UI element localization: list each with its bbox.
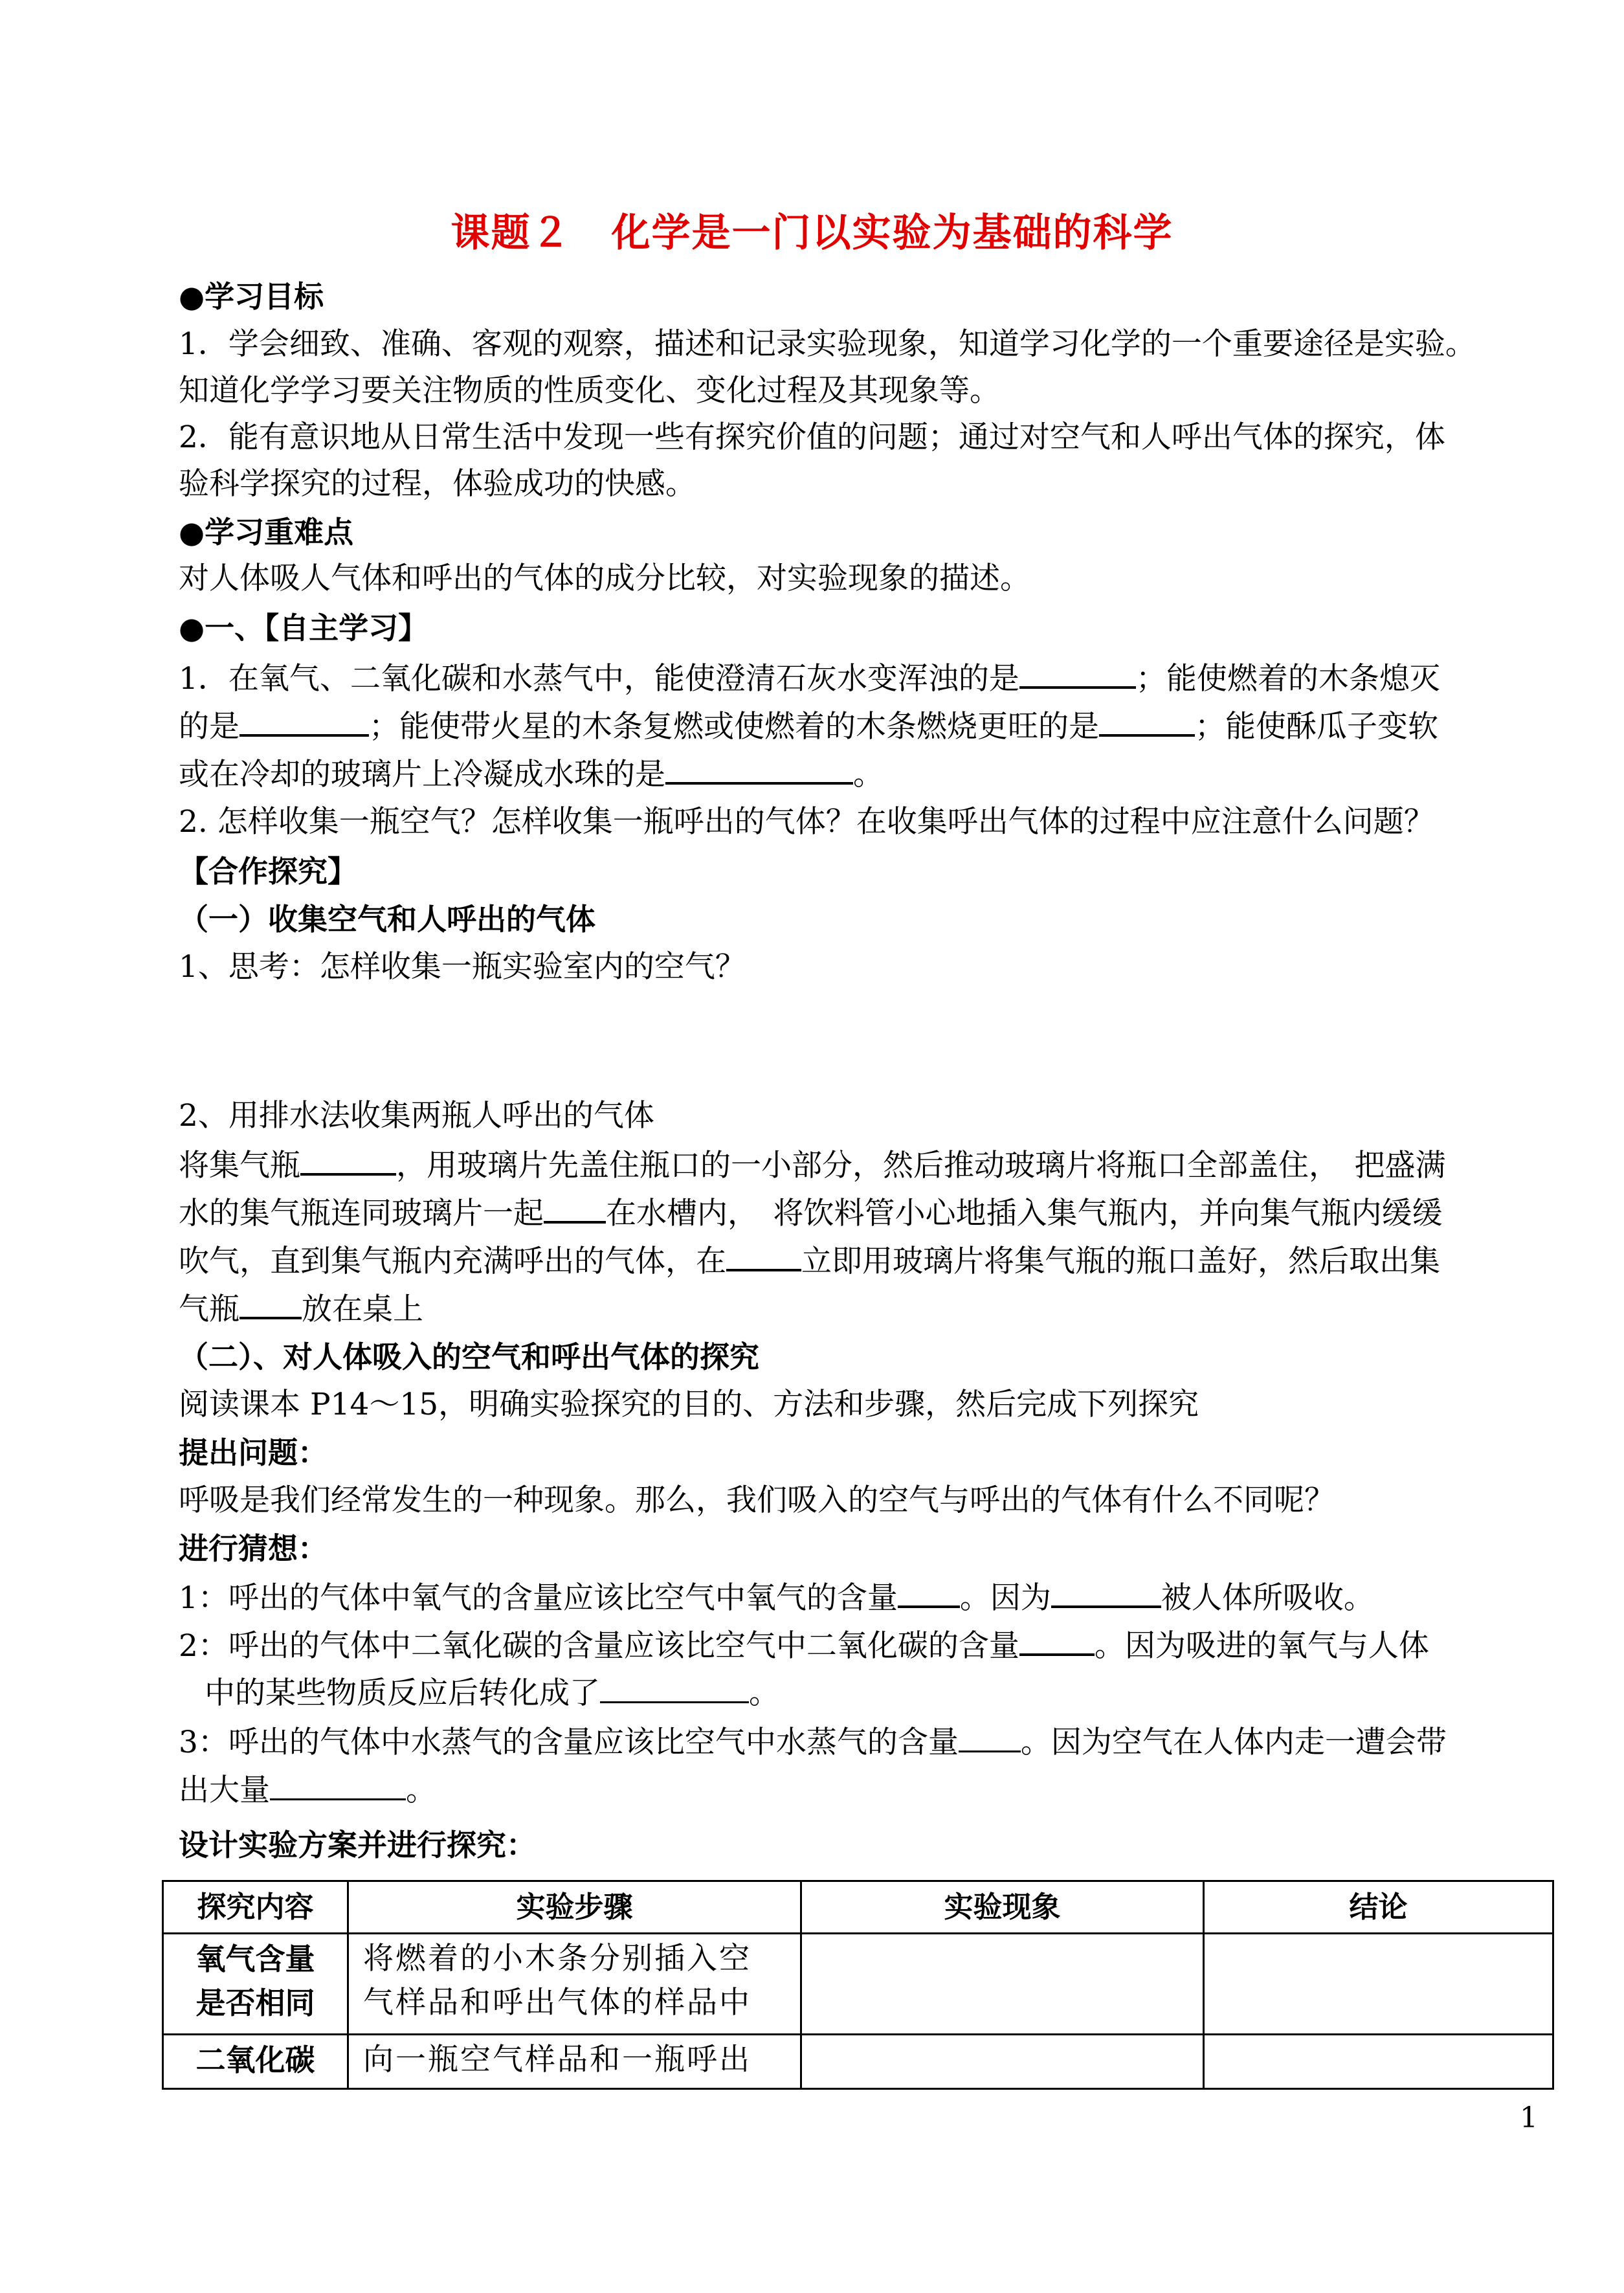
read-instruction: 阅读课本 P14～15，明确实验探究的目的、方法和步骤，然后完成下列探究 <box>179 1387 1199 1422</box>
guess-text: 。因为空气在人体内走一遭会带 <box>1020 1725 1447 1760</box>
q2-line: 2. 怎样收集一瓶空气？怎样收集一瓶呼出的气体？在收集呼出气体的过程中应注意什么问题？ <box>179 804 1434 840</box>
cell-text: 氧气含量 <box>195 1941 315 1976</box>
guess-text: 1：呼出的气体中氧气的含量应该比空气中氧气的含量 <box>179 1580 898 1616</box>
coop-heading: 【合作探究】 <box>179 854 357 889</box>
guess-text: 2：呼出的气体中二氧化碳的含量应该比空气中二氧化碳的含量 <box>179 1628 1019 1664</box>
collect-line-4 <box>179 1288 1544 1329</box>
q1-line-1 <box>179 658 1544 699</box>
answer-blank[interactable] <box>959 1722 1021 1752</box>
collect-line-1 <box>179 1145 1544 1185</box>
table-cell-observation[interactable] <box>801 2035 1204 2089</box>
self-study-heading: ●一、【自主学习】 <box>179 610 428 645</box>
q1-text-g: 。 <box>853 757 884 792</box>
design-heading: 设计实验方案并进行探究： <box>179 1828 536 1862</box>
collect-text: 在水槽内， 将饮料管小心地插入集气瓶内，并向集气瓶内缓缓 <box>606 1196 1443 1231</box>
q1-text-f: 或在冷却的玻璃片上冷凝成水珠的是 <box>179 757 665 792</box>
collect-text: 吹气，直到集气瓶内充满呼出的气体，在 <box>179 1244 726 1279</box>
guess-heading: 进行猜想： <box>179 1531 328 1566</box>
table-cell-topic <box>163 1934 348 2035</box>
answer-blank[interactable] <box>270 1770 406 1800</box>
table-header: 结论 <box>1204 1881 1553 1934</box>
guess-text: 3：呼出的气体中水蒸气的含量应该比空气中水蒸气的含量 <box>179 1725 959 1760</box>
collect-line-3 <box>179 1240 1544 1281</box>
guess-text: 中的某些物质反应后转化成了 <box>205 1675 600 1711</box>
table-cell-steps <box>348 1934 801 2035</box>
collect-heading: 2、用排水法收集两瓶人呼出的气体 <box>179 1098 654 1134</box>
answer-blank[interactable] <box>600 1673 749 1703</box>
q1-text-b: ；能使燃着的木条熄灭 <box>1135 661 1440 697</box>
guess-line-1 <box>179 1577 1544 1618</box>
table-cell-conclusion[interactable] <box>1204 1934 1553 2035</box>
guess-text: 出大量 <box>179 1773 270 1808</box>
guess-text: 。因为吸进的氧气与人体 <box>1094 1628 1429 1664</box>
key-heading: ●学习重难点 <box>179 515 354 550</box>
ask-heading: 提出问题： <box>179 1435 328 1470</box>
guess-text: 。 <box>406 1773 436 1808</box>
goals-heading: ●学习目标 <box>179 279 324 314</box>
collect-text: 将集气瓶 <box>179 1148 300 1183</box>
table-header-row <box>163 1881 1553 1934</box>
goal-line-4: 验科学探究的过程，体验成功的快感。 <box>179 466 696 502</box>
goal-line-1: 1．学会细致、准确、客观的观察，描述和记录实验现象，知道学习化学的一个重要途径是实验。 <box>179 326 1476 362</box>
q1-line-3 <box>179 754 1544 794</box>
experiment-table <box>162 1880 1554 2090</box>
table-row <box>163 1934 1553 2035</box>
key-text: 对人体吸人气体和呼出的气体的成分比较，对实验现象的描述。 <box>179 561 1030 596</box>
goal-line-2: 知道化学学习要关注物质的性质变化、变化过程及其现象等。 <box>179 373 1000 408</box>
collect-text: 气瓶 <box>179 1292 239 1327</box>
page-number: 1 <box>1520 2101 1538 2134</box>
section-1-heading: （一）收集空气和人呼出的气体 <box>179 902 595 937</box>
q1-text-e: ；能使酥瓜子变软 <box>1195 709 1438 744</box>
collect-text: 水的集气瓶连同玻璃片一起 <box>179 1196 544 1231</box>
q1-line-2 <box>179 706 1544 746</box>
answer-blank[interactable] <box>544 1192 606 1224</box>
answer-blank[interactable] <box>1019 658 1136 689</box>
guess-text: 被人体所吸收。 <box>1161 1580 1374 1616</box>
guess-line-2b <box>205 1673 1570 1713</box>
page-title: 课题２ 化学是一门以实验为基础的科学 <box>450 210 1174 256</box>
q1-text-c: 的是 <box>179 709 239 744</box>
cell-text: 气样品和呼出气体的样品中 <box>363 1985 751 2020</box>
collect-text: ，用玻璃片先盖住瓶口的一小部分，然后推动玻璃片将瓶口全部盖住， 把盛满 <box>396 1148 1446 1183</box>
answer-blank[interactable] <box>1099 706 1195 737</box>
answer-blank[interactable] <box>1051 1577 1161 1608</box>
section-2-heading: （二）、对人体吸入的空气和呼出气体的探究 <box>179 1339 759 1374</box>
guess-text: 。因为 <box>959 1580 1051 1616</box>
goal-line-3: 2．能有意识地从日常生活中发现一些有探究价值的问题；通过对空气和人呼出气体的探究，体 <box>179 419 1445 455</box>
cell-text: 将燃着的小木条分别插入空 <box>363 1941 751 1976</box>
answer-blank[interactable] <box>239 706 369 737</box>
table-cell-observation[interactable] <box>801 1934 1204 2035</box>
table-header: 实验现象 <box>801 1881 1204 1934</box>
collect-text: 放在桌上 <box>302 1292 423 1327</box>
table-cell-topic: 二氧化碳 <box>163 2035 348 2089</box>
ask-text: 呼吸是我们经常发生的一种现象。那么，我们吸入的空气与呼出的气体有什么不同呢？ <box>179 1482 1335 1518</box>
guess-line-2 <box>179 1625 1544 1666</box>
collect-line-2 <box>179 1192 1544 1233</box>
collect-text: 立即用玻璃片将集气瓶的瓶口盖好，然后取出集 <box>801 1244 1440 1279</box>
table-cell-conclusion[interactable] <box>1204 2035 1553 2089</box>
q1-text-a: 1．在氧气、二氧化碳和水蒸气中，能使澄清石灰水变浑浊的是 <box>179 661 1019 697</box>
table-header: 探究内容 <box>163 1881 348 1934</box>
q1-text-d: ；能使带火星的木条复燃或使燃着的木条燃烧更旺的是 <box>369 709 1099 744</box>
cell-text: 是否相同 <box>195 1985 315 2020</box>
answer-blank[interactable] <box>665 754 853 785</box>
table-header: 实验步骤 <box>348 1881 801 1934</box>
table-cell-steps: 向一瓶空气样品和一瓶呼出 <box>348 2035 801 2089</box>
guess-text: 。 <box>749 1675 779 1711</box>
table-row <box>163 2035 1553 2089</box>
guess-line-3b <box>179 1770 1544 1810</box>
answer-blank[interactable] <box>1019 1625 1095 1656</box>
answer-blank[interactable] <box>726 1240 801 1271</box>
answer-blank[interactable] <box>239 1288 302 1319</box>
guess-line-3 <box>179 1722 1544 1762</box>
think-question: 1、思考：怎样收集一瓶实验室内的空气？ <box>179 949 746 985</box>
answer-blank[interactable] <box>300 1145 396 1176</box>
answer-blank[interactable] <box>898 1577 960 1608</box>
